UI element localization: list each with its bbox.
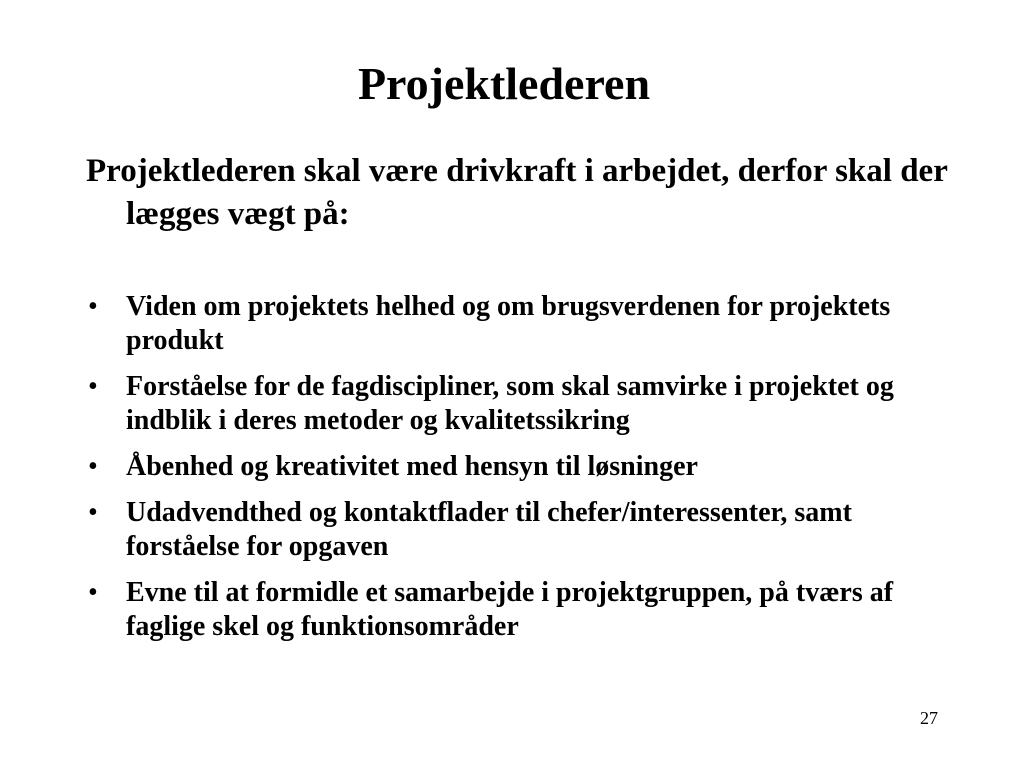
page-number: 27 bbox=[920, 708, 938, 728]
bullet-icon: • bbox=[88, 451, 98, 482]
bullet-text: Udadvendthed og kontaktflader til chefer/interessenter, samt forståelse for opgaven bbox=[126, 497, 852, 562]
bullet-item bbox=[86, 450, 966, 484]
bullet-list bbox=[86, 290, 966, 656]
bullet-icon: • bbox=[88, 291, 98, 322]
bullet-text: Åbenhed og kreativitet med hensyn til løsninger bbox=[126, 451, 698, 482]
bullet-item bbox=[86, 576, 966, 644]
intro-text: Projektlederen skal være drivkraft i arbejdet, derfor skal der lægges vægt på: bbox=[86, 153, 948, 232]
bullet-icon: • bbox=[88, 577, 98, 608]
bullet-item bbox=[86, 370, 966, 438]
bullet-text: Viden om projektets helhed og om brugsverdenen for projektets produkt bbox=[126, 291, 891, 356]
bullet-icon: • bbox=[88, 497, 98, 528]
bullet-icon: • bbox=[88, 371, 98, 402]
slide-title: Projektlederen bbox=[357, 58, 651, 109]
bullet-text: Forståelse for de fagdiscipliner, som skal samvirke i projektet og indblik i deres metoder og kvalitetssikring bbox=[126, 371, 894, 436]
bullet-item bbox=[86, 496, 966, 564]
bullet-item bbox=[86, 290, 966, 358]
bullet-text: Evne til at formidle et samarbejde i projektgruppen, på tværs af faglige skel og funktionsområder bbox=[126, 577, 894, 642]
